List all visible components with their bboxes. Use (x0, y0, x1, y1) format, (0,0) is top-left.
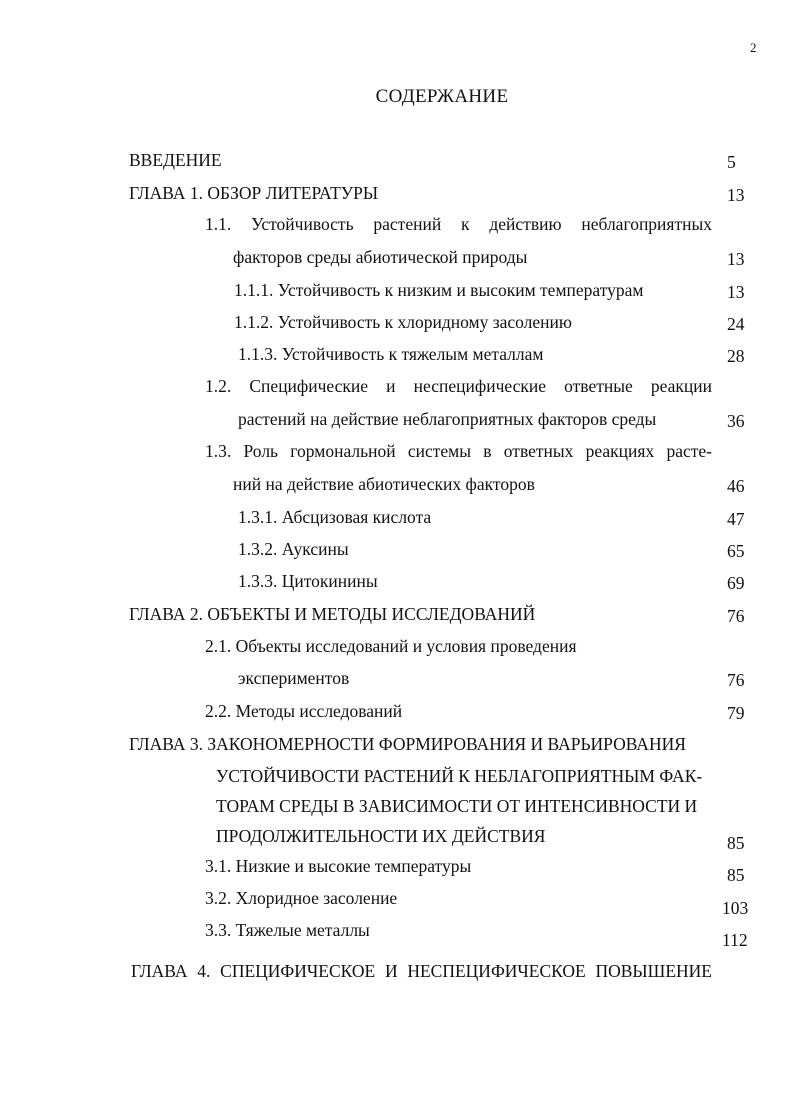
toc-entry-chapter-1: ГЛАВА 1. ОБЗОР ЛИТЕРАТУРЫ (129, 183, 379, 203)
toc-page-number: 85 (727, 865, 745, 885)
toc-page-number: 13 (727, 185, 745, 205)
toc-entry-1-3-continuation: ний на действие абиотических факторов (233, 474, 535, 494)
toc-entry-1-1-1: 1.1.1. Устойчивость к низким и высоким температурам (234, 280, 644, 300)
toc-page-number: 112 (722, 930, 748, 950)
toc-entry-1-1-3: 1.1.3. Устойчивость к тяжелым металлам (238, 344, 544, 364)
toc-entry-1-3-2: 1.3.2. Ауксины (238, 539, 349, 559)
toc-page-number: 85 (727, 833, 745, 853)
toc-page-number: 13 (727, 282, 745, 302)
toc-entry-chapter-3-continuation: УСТОЙЧИВОСТИ РАСТЕНИЙ К НЕБЛАГОПРИЯТНЫМ ФАК- (216, 766, 703, 786)
toc-page-number: 28 (727, 346, 745, 366)
toc-entry-chapter-3-continuation: ПРОДОЛЖИТЕЛЬНОСТИ ИХ ДЕЙСТВИЯ (216, 826, 546, 846)
toc-entry-chapter-4: ГЛАВА 4. СПЕЦИФИЧЕСКОЕ И НЕСПЕЦИФИЧЕСКОЕ ПОВЫШЕНИЕ (131, 961, 712, 981)
toc-page-number: 47 (727, 509, 745, 529)
page-title: СОДЕРЖАНИЕ (375, 86, 509, 107)
toc-entry-1-3-1: 1.3.1. Абсцизовая кислота (238, 507, 432, 527)
toc-page-number: 46 (727, 476, 745, 496)
toc-page-number: 76 (727, 606, 745, 626)
toc-page-number: 103 (722, 898, 749, 918)
toc-entry-chapter-3: ГЛАВА 3. ЗАКОНОМЕРНОСТИ ФОРМИРОВАНИЯ И ВАРЬИРОВАНИЯ (129, 734, 686, 754)
toc-entry-1-1-continuation: факторов среды абиотической природы (233, 247, 528, 267)
toc-page-number: 65 (727, 541, 745, 561)
toc-page-number: 69 (727, 573, 745, 593)
toc-page-number: 79 (727, 703, 745, 723)
toc-page-number: 76 (727, 670, 745, 690)
toc-entry-1-1-2: 1.1.2. Устойчивость к хлоридному засолению (234, 312, 572, 332)
toc-entry-1-3-3: 1.3.3. Цитокинины (238, 571, 378, 591)
toc-page-number: 36 (727, 411, 745, 431)
toc-entry-introduction: ВВЕДЕНИЕ (129, 150, 222, 170)
toc-entry-1-2: 1.2. Специфические и неспецифические ответные реакции (205, 376, 712, 396)
toc-entry-2-1: 2.1. Объекты исследований и условия проведения (205, 636, 577, 656)
toc-entry-chapter-2: ГЛАВА 2. ОБЪЕКТЫ И МЕТОДЫ ИССЛЕДОВАНИЙ (129, 604, 536, 624)
toc-entry-1-3: 1.3. Роль гормональной системы в ответных реакциях расте- (205, 441, 712, 461)
toc-entry-chapter-3-continuation: ТОРАМ СРЕДЫ В ЗАВИСИМОСТИ ОТ ИНТЕНСИВНОСТИ И (216, 796, 698, 816)
toc-entry-1-1: 1.1. Устойчивость растений к действию неблагоприятных (205, 214, 712, 234)
toc-entry-1-2-continuation: растений на действие неблагоприятных факторов среды (238, 409, 657, 429)
toc-page-number: 5 (727, 152, 736, 172)
toc-entry-2-1-continuation: экспериментов (238, 668, 350, 688)
toc-entry-3-3: 3.3. Тяжелые металлы (205, 920, 370, 940)
toc-page-number: 24 (727, 314, 745, 334)
toc-entry-2-2: 2.2. Методы исследований (205, 701, 403, 721)
toc-page-number: 13 (727, 249, 745, 269)
toc-entry-3-1: 3.1. Низкие и высокие температуры (205, 856, 472, 876)
page-number: 2 (750, 40, 757, 55)
toc-entry-3-2: 3.2. Хлоридное засоление (205, 888, 398, 908)
